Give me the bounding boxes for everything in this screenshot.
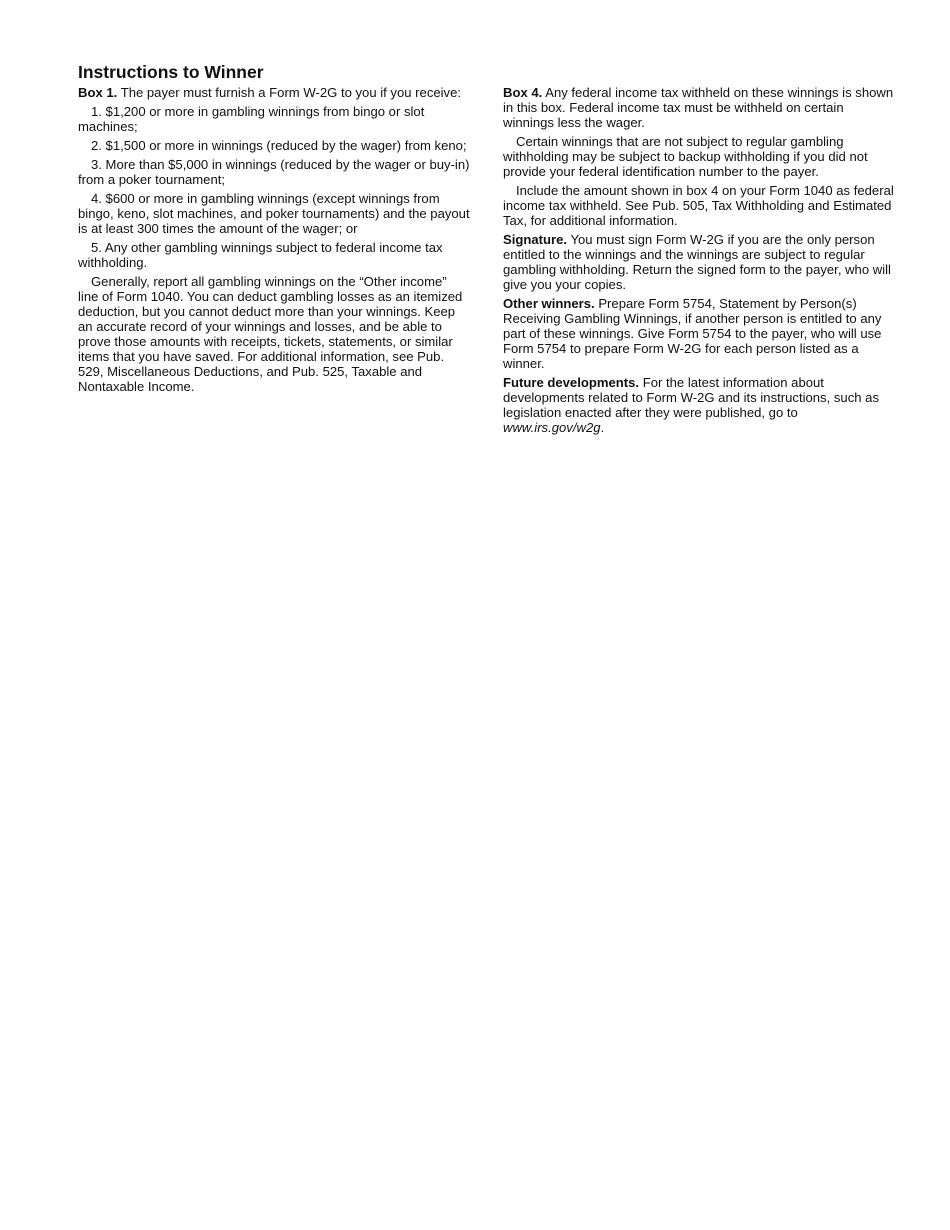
future-developments-text: For the latest information about developments related to Form W-2G and its instructions, such as legislation enacted after they were published, go to [503,375,880,420]
general-paragraph: Generally, report all gambling winnings on the “Other income” line of Form 1040. You can deduct gambling losses as an itemized deduction, but you cannot deduct more than your winnings. Keep an accurate record of your winnings and losses, and be able to prove those amounts with receipts, tickets, statements, or similar items that you have saved. For additional information, see Pub. 529, Miscellaneous Deductions, and Pub. 525, Taxable and Nontaxable Income. [78,274,463,394]
right-column [503,85,895,439]
box1-heading: Box 1. [78,85,118,100]
include-amount-paragraph: Include the amount shown in box 4 on your Form 1040 as federal income tax withheld. See Pub. 505, Tax Withholding and Estimated Tax, for additional information. [503,183,894,228]
box4-heading: Box 4. [503,85,543,100]
other-winners-paragraph [503,296,895,371]
other-winners-heading: Other winners. [503,296,595,311]
backup-withholding-paragraph: Certain winnings that are not subject to regular gambling withholding may be subject to backup withholding if you did not provide your federal identification number to the payer. [503,134,868,179]
future-developments-heading: Future developments. [503,375,640,390]
future-developments-paragraph [503,375,895,435]
box1-text: The payer must furnish a Form W-2G to you if you receive: [120,85,462,100]
irs-w2g-link[interactable]: www.irs.gov/w2g [503,420,601,435]
list-item: 3. More than $5,000 in winnings (reduced by the wager or buy-in) from a poker tournament; [78,157,470,187]
box4-paragraph [503,85,895,130]
list-item: 4. $600 or more in gambling winnings (except winnings from bingo, keno, slot machines, and poker tournaments) and the payout is at least 300 times the amount of the wager; or [78,191,470,236]
box4-text: Any federal income tax withheld on these winnings is shown in this box. Federal income tax must be withheld on certain winnings less the wager. [503,85,894,130]
page-title: Instructions to Winner [78,62,264,82]
left-column [78,85,470,398]
list-item: 5. Any other gambling winnings subject to federal income tax withholding. [78,240,443,270]
signature-text: You must sign Form W-2G if you are the only person entitled to the winnings and the winnings are subject to regular gambling withholding. Return the signed form to the payer, who will give you your copies. [503,232,891,292]
box1-paragraph [78,85,470,100]
future-developments-end: . [600,420,605,435]
list-item: 2. $1,500 or more in winnings (reduced by the wager) from keno; [91,138,467,153]
signature-paragraph [503,232,895,292]
signature-heading: Signature. [503,232,568,247]
list-item: 1. $1,200 or more in gambling winnings from bingo or slot machines; [78,104,425,134]
other-winners-text: Prepare Form 5754, Statement by Person(s) Receiving Gambling Winnings, if another person is entitled to any part of these winnings. Give Form 5754 to the payer, who will use Form 5754 to prepare Form W-2G for each person listed as a winner. [503,296,882,371]
